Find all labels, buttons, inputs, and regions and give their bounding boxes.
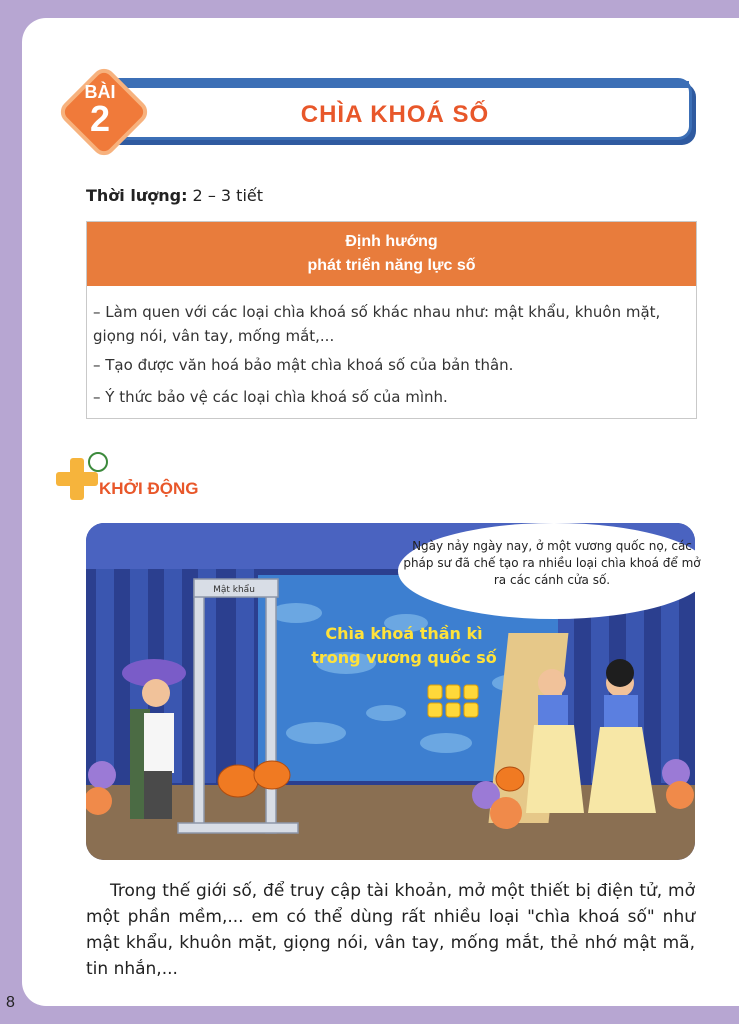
duration-label: Thời lượng:	[86, 186, 188, 205]
orientation-item: – Ý thức bảo vệ các loại chìa khoá số của mình.	[93, 388, 448, 406]
orientation-box	[86, 221, 697, 419]
orientation-heading	[87, 222, 696, 286]
badge-word: BÀI	[84, 82, 116, 102]
orientation-item: – Tạo được văn hoá bảo mật chìa khoá số của bản thân.	[93, 356, 514, 374]
warmup-label: KHỞI ĐỘNG	[99, 479, 199, 498]
page-number: 8	[6, 994, 15, 1011]
screen-title-line2: trong vương quốc số	[311, 648, 497, 667]
screen-title-line1: Chìa khoá thần kì	[325, 624, 483, 643]
orientation-heading-line2: phát triển năng lực số	[307, 257, 476, 274]
warmup-heading	[56, 452, 236, 508]
badge-number: 2	[89, 98, 111, 139]
lesson-title-bar	[98, 78, 692, 140]
speech-text: Ngày nảy ngày nay, ở một vương quốc nọ, các pháp sư đã chế tạo ra nhiều loại chìa khoá để mở ra các cánh cửa số.	[403, 539, 701, 587]
orientation-heading-line1: Định hướng	[345, 233, 438, 250]
title-bar-stripe	[101, 81, 689, 88]
lesson-title: CHÌA KHOÁ SỐ	[300, 101, 490, 128]
alarm-clock-icon	[88, 452, 108, 472]
duration-line	[86, 186, 263, 205]
body-paragraph: Trong thế giới số, để truy cập tài khoản, mở một thiết bị điện tử, mở một phần mềm,... em có thể dùng rất nhiều loại "chìa khoá số" như mật khẩu, khuôn mặt, giọng nói, vân tay, mống mắt, thẻ nhớ mật mã, tin nhắn,...	[86, 881, 695, 979]
lesson-badge	[58, 66, 142, 150]
plus-icon-bar	[56, 472, 98, 486]
door-sign: Mật khẩu	[213, 585, 255, 595]
duration-value: 2 – 3 tiết	[187, 186, 264, 205]
orientation-item: – Làm quen với các loại chìa khoá số khác nhau như: mật khẩu, khuôn mặt, giọng nói, vân tay, mống mắt,...	[93, 303, 661, 345]
